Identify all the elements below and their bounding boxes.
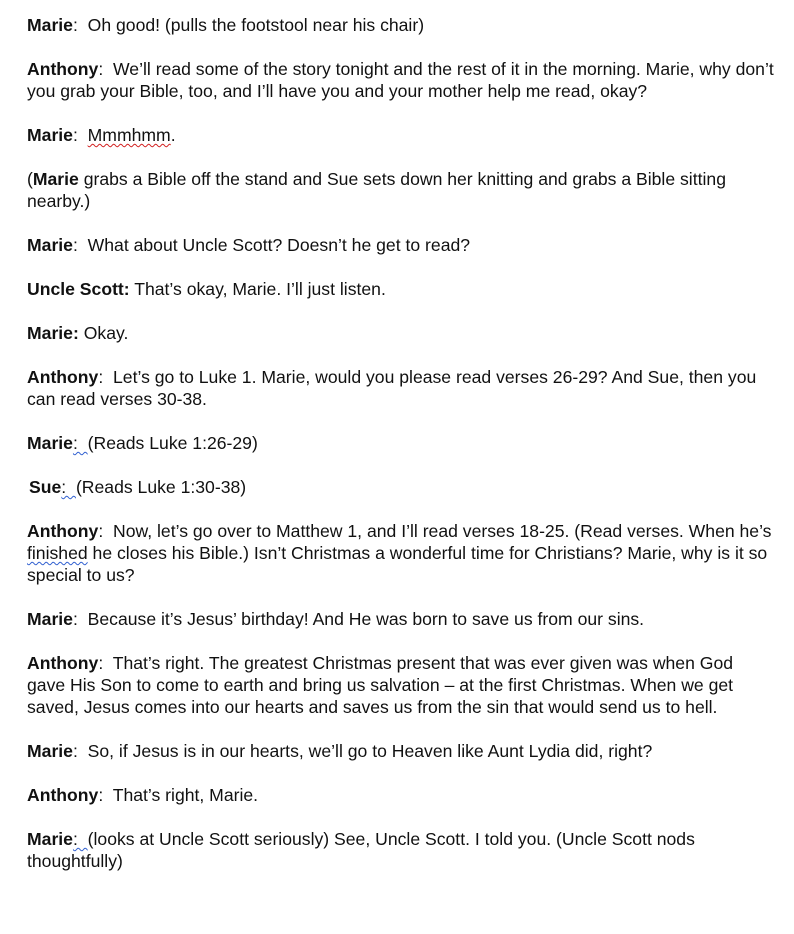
speaker-separator: :	[98, 59, 114, 79]
script-line	[27, 520, 774, 586]
script-line	[27, 322, 774, 344]
speaker-name: Marie	[27, 125, 73, 145]
line-text: Okay.	[78, 323, 129, 343]
script-line	[27, 784, 774, 806]
script-line	[27, 432, 774, 454]
line-text: We’ll read some of the story tonight and the rest of it in the morning. Marie, why don’t you grab your Bible, too, and I’ll have you and your mother help me read, okay?	[27, 59, 774, 101]
speaker-name: Marie:	[27, 323, 79, 343]
grammar-flagged-separator: :	[72, 433, 88, 453]
open-paren: (	[27, 169, 33, 189]
speaker-separator: :	[72, 235, 88, 255]
speaker-name: Marie	[27, 829, 73, 849]
speaker-separator: :	[72, 125, 88, 145]
speaker-name: Anthony	[27, 367, 99, 387]
script-line	[27, 828, 774, 872]
line-text: Because it’s Jesus’ birthday! And He was born to save us from our sins.	[87, 609, 645, 629]
speaker-separator: :	[98, 785, 113, 805]
speaker-name: Anthony	[27, 785, 99, 805]
speaker-name: Anthony	[27, 653, 99, 673]
stage-direction	[27, 168, 774, 212]
script-line	[27, 608, 774, 630]
line-text: That’s okay, Marie. I’ll just listen.	[129, 279, 386, 299]
line-text: .	[170, 125, 176, 145]
speaker-separator: :	[98, 521, 114, 541]
grammar-flagged-separator: :	[72, 829, 88, 849]
line-text: grabs a Bible off the stand and Sue sets down her knitting and grabs a Bible sitting nearby.)	[27, 169, 726, 211]
line-text: That’s right. The greatest Christmas present that was ever given was when God gave His Son to come to earth and bring us salvation – at the first Christmas. When we get saved, Jesus comes into our hearts and saves us from the sin that would send us to hell.	[27, 653, 734, 717]
line-text: So, if Jesus is in our hearts, we’ll go to Heaven like Aunt Lydia did, right?	[87, 741, 653, 761]
script-line	[27, 124, 774, 146]
speaker-separator: :	[72, 609, 88, 629]
line-text: That’s right, Marie.	[112, 785, 259, 805]
speaker-separator: :	[72, 741, 88, 761]
speaker-name: Marie	[27, 15, 73, 35]
script-line	[27, 366, 774, 410]
speaker-separator: :	[98, 367, 114, 387]
line-text: he closes his Bible.) Isn’t Christmas a wonderful time for Christians? Marie, why is it so special to us?	[27, 543, 768, 585]
speaker-name: Sue	[29, 477, 62, 497]
speaker-name: Marie	[27, 609, 73, 629]
speaker-name: Marie	[27, 235, 73, 255]
speaker-name: Marie	[27, 433, 73, 453]
line-text: Let’s go to Luke 1. Marie, would you please read verses 26-29? And Sue, then you can read verses 30-38.	[27, 367, 757, 409]
script-line	[27, 476, 774, 498]
line-text: Now, let’s go over to Matthew 1, and I’ll read verses 18-25. (Read verses. When he’s	[113, 521, 772, 541]
script-line	[27, 14, 774, 36]
line-text: What about Uncle Scott? Doesn’t he get to read?	[87, 235, 471, 255]
speaker-name: Marie	[32, 169, 79, 189]
spelling-flagged-word: Mmmhmm	[87, 125, 171, 145]
line-text: Oh good! (pulls the footstool near his chair)	[87, 15, 425, 35]
script-line	[27, 234, 774, 256]
line-text: (Reads Luke 1:26-29)	[87, 433, 258, 453]
speaker-name: Uncle Scott:	[27, 279, 130, 299]
grammar-flagged-separator: :	[61, 477, 76, 497]
script-line	[27, 58, 774, 102]
speaker-name: Anthony	[27, 521, 99, 541]
script-line	[27, 278, 774, 300]
speaker-name: Anthony	[27, 59, 99, 79]
speaker-separator: :	[98, 653, 113, 673]
grammar-flagged-word: finished	[27, 543, 88, 563]
script-line	[27, 652, 774, 718]
script-line	[27, 740, 774, 762]
speaker-name: Marie	[27, 741, 73, 761]
line-text: (looks at Uncle Scott seriously) See, Uncle Scott. I told you. (Uncle Scott nods thoughtfully)	[27, 829, 695, 871]
line-text: (Reads Luke 1:30-38)	[75, 477, 247, 497]
speaker-separator: :	[72, 15, 88, 35]
